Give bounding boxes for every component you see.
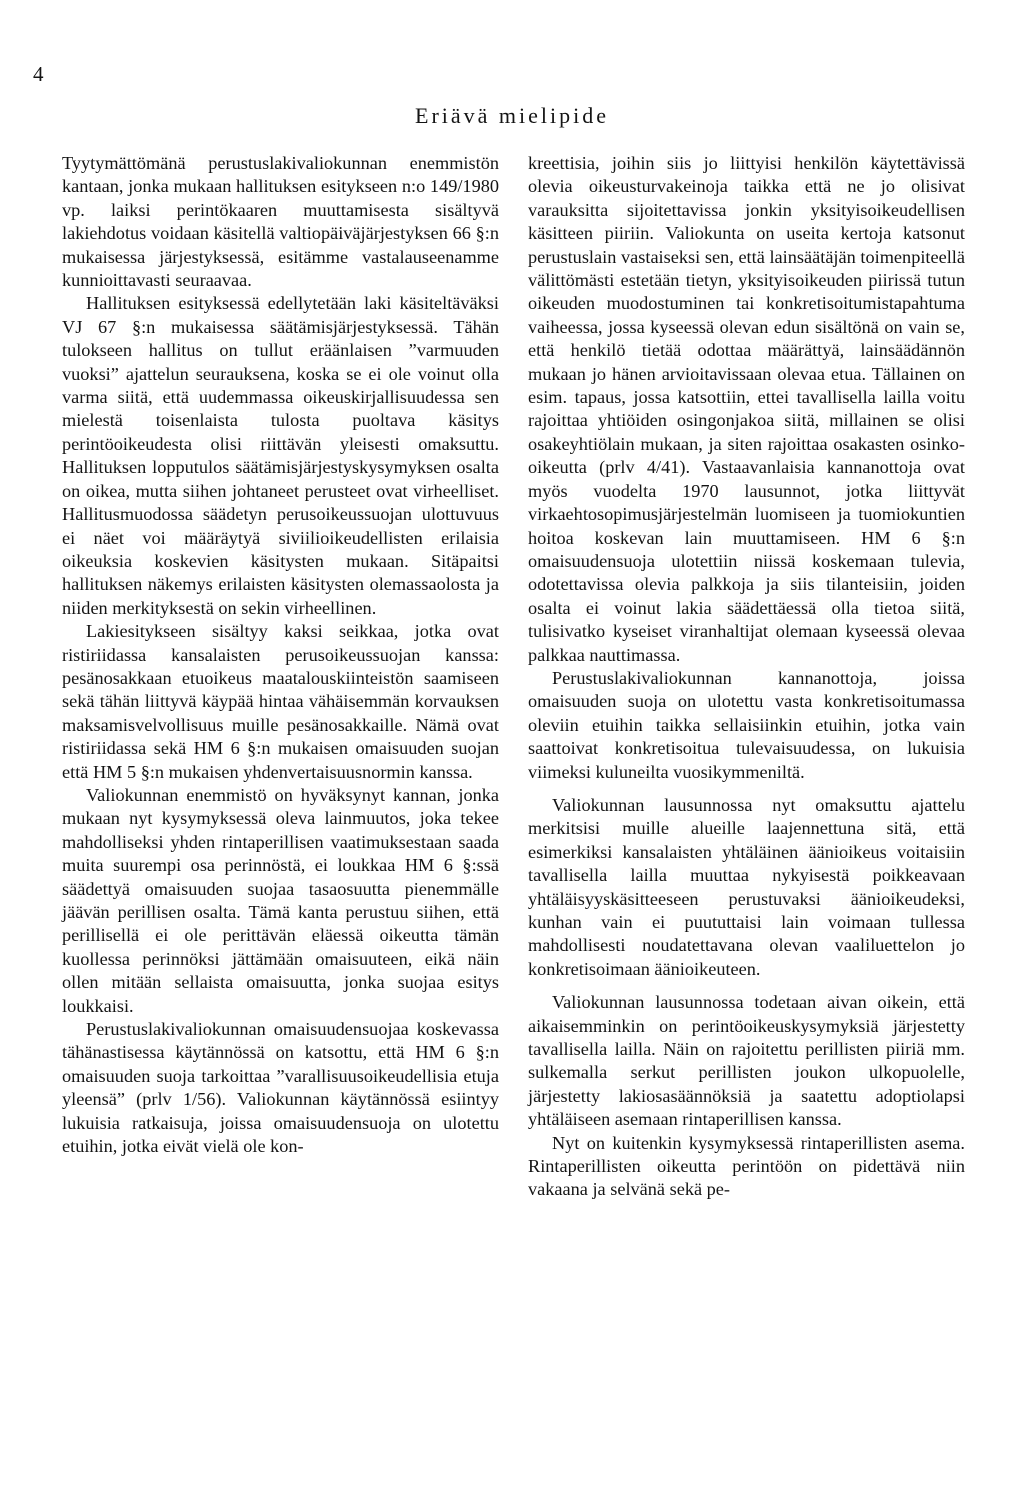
right-paragraph-5: Nyt on kuitenkin kysymyksessä rintaperillisten asema. Rintaperillisten oikeutta perintöön on pidettävä niin vakaana ja selvänä sekä pe- xyxy=(528,1132,965,1200)
right-paragraph-1: kreettisia, joihin siis jo liittyisi henkilön käytettävissä olevia oikeusturvakeinoja taikka että ne jo olisivat varauksitta sijoitettavissa jonkin yksityisoikeudellisen käsitteen piiriin. Valiokunta on useita kertoja katsonut perustuslain vastaiseksi sen, että lainsäätäjän toimenpiteellä välittömästi estetään tietyn, yksityisoikeuden piirissä tutun oikeuden muodostuminen tai konkretisoitumistapahtuma vaiheessa, jossa kyseessä olevan edun sisältönä on vain se, että henkilö tietää odottaa määrättyä, lainsäädännön mukaan jo hänen arvioitavissaan olevaa etua. Tällainen on esim. tapaus, jossa katsottiin, ettei tavallisella lailla voitu rajoittaa yhtiöiden osingonjakoa siitä, millainen se olisi osakeyhtiölain mukaan, ja siten rajoittaa osakasten osinko-oikeutta (prlv 4/41). Vastaavanlaisia kannanottoja ovat myös vuodelta 1970 lausunnot, jotka liittyvät virkaehtosopimusjärjestelmän luomiseen ja tuomiokuntien hoitoa koskevan lain muuttamiseen. HM 6 §:n omaisuudensuoja ulotettiin niissä koskemaan tulevia, odotettavissa olevia palkkoja ja siis tilanteisiin, joiden osalta ei voinut lakia säädettäessä olla tietoa siitä, tulisivatko kyseiset viranhaltijat olemaan kyseessä olevaa palkkaa nauttimassa. xyxy=(528,153,965,665)
left-paragraph-5: Perustuslakivaliokunnan omaisuudensuojaa koskevassa tähänastisessa käytännössä on katsottu, että HM 6 §:n omaisuuden suoja tarkoittaa ”varallisuusoikeudellisia etuja yleensä” (prlv 1/56). Valiokunnan käytännössä esiintyy lukuisia ratkaisuja, joissa omaisuudensuoja on ulotettu etuihin, jotka eivät vielä ole kon- xyxy=(62,1019,499,1157)
right-paragraph-3: Valiokunnan lausunnossa nyt omaksuttu ajattelu merkitsisi muille alueille laajennettuna sitä, että esimerkiksi kansalaisten yhtäläinen äänioikeus voitaisiin tavallisella lailla muuttaa nykyisestä poikkeavaan yhtäläisyyskäsitteeseen perustuvaksi äänioikeudeksi, kunhan vain ei puututtaisi lain voimaan tullessa mahdollisesti noudatettavana olevan vaaliluettelon jo konkretisoimaan äänioikeuteen. xyxy=(528,794,965,979)
left-paragraph-4: Valiokunnan enemmistö on hyväksynyt kannan, jonka mukaan nyt kysymyksessä oleva lainmuutos, joka tekee mahdolliseksi yhden rintaperillisen vaatimuksestaan saada muita suurempi osa perinnöstä, ei loukkaa HM 6 §:ssä säädettyä omaisuuden suojaa tasaosuutta pienemmälle jäävän perillisen osalta. Tämä kanta perustuu siihen, että perillisellä ei ole perittävän eläessä oikeutta tämän kuollessa perinnöksi jättämään omaisuuteen, eikä näin ollen mitään sellaista omaisuutta, jonka suojaa esitys loukkaisi. xyxy=(62,784,499,1016)
page-number: 4 xyxy=(33,62,44,86)
right-paragraph-4: Valiokunnan lausunnossa todetaan aivan oikein, että aikaisemminkin on perintöoikeuskysymyksiä järjestetty tavallisella lailla. Näin on rajoitettu perillisten piiriä mm. sulkemalla serkut perillisten joukon ulkopuolelle, järjestetty lakiosasäännöksiä ja saatettu adoptiolapsi yhtäläiseen asemaan rintaperillisen kanssa. xyxy=(528,992,965,1130)
left-paragraph-3: Lakiesitykseen sisältyy kaksi seikkaa, jotka ovat ristiriidassa kansalaisten perusoikeussuojan kanssa: pesänosakkaan etuoikeus maatalouskiinteistön saamiseen sekä tähän liittyvä käypää hintaa vähäisemmän korvauksen maksamisvelvollisuus muille pesänosakkaille. Nämä ovat ristiriidassa sekä HM 6 §:n mukaisen omaisuuden suojan että HM 5 §:n mukaisen yhdenvertaisuusnormin kanssa. xyxy=(62,621,499,782)
left-column xyxy=(62,152,499,1158)
right-column xyxy=(528,152,965,1202)
page-heading: Eriävä mielipide xyxy=(415,103,609,128)
left-paragraph-1: Tyytymättömänä perustuslakivaliokunnan enemmistön kantaan, jonka mukaan hallituksen esitykseen n:o 149/1980 vp. laiksi perintökaaren muuttamisesta sisältyvä lakiehdotus voidaan käsitellä valtiopäiväjärjestyksen 66 §:n mukaisessa järjestyksessä, esitämme vastalauseenamme kunnioittavasti seuraavaa. xyxy=(62,153,499,291)
right-paragraph-2: Perustuslakivaliokunnan kannanottoja, joissa omaisuuden suoja on ulotettu vasta konkretisoitumassa oleviin etuihin taikka sellaisiinkin etuihin, jotka vain saattoivat konkretisoitua tulevaisuudessa, on lukuisia viimeksi kuluneilta vuosikymmeniltä. xyxy=(528,667,965,782)
left-paragraph-2: Hallituksen esityksessä edellytetään laki käsiteltäväksi VJ 67 §:n mukaisessa säätämisjärjestyksessä. Tähän tulokseen hallitus on tullut eräänlaisen ”varmuuden vuoksi” ajattelun seurauksena, koska se ei ole voinut olla varma siitä, että uudemmassa oikeuskirjallisuudessa sen mielestä toisenlaista tulosta puoltava käsitys perintöoikeudesta olisi riittävän yleisesti omaksuttu. Hallituksen lopputulos säätämisjärjestyskysymyksen osalta on oikea, mutta siihen johtaneet perusteet ovat virheelliset. Hallitusmuodossa säädetyn perusoikeussuojan ulottuvuus ei näet voi määräytyä siviilioikeudellisten erilaisia oikeuksia koskevien käsitysten mukaan. Sitäpaitsi hallituksen näkemys erilaisten käsitysten olemassaolosta ja niiden merkityksestä on sekin virheellinen. xyxy=(62,293,499,618)
